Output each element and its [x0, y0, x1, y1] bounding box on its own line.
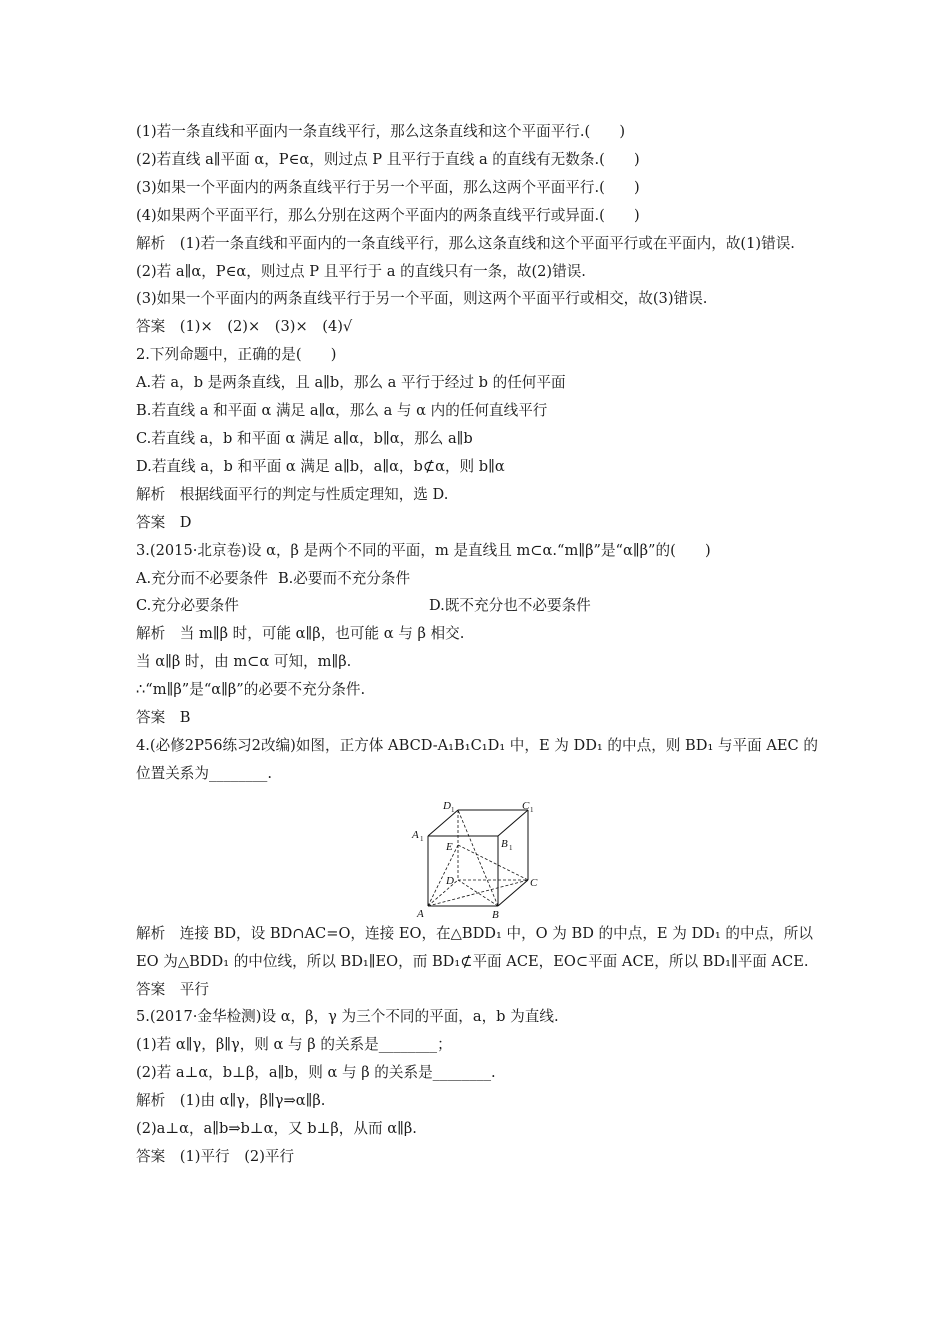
q5-analysis-2: (2)a⊥α，a∥b⇒b⊥α，又 b⊥β，从而 α∥β. — [136, 1120, 417, 1138]
label-a1: A — [412, 828, 419, 841]
label-c1-sub: 1 — [530, 805, 534, 814]
q3-options-row-1 — [136, 565, 826, 593]
q5-item-1: (1)若 α∥γ，β∥γ，则 α 与 β 的关系是________； — [136, 1036, 452, 1054]
segment-e-c — [458, 845, 528, 880]
label-e: E — [446, 840, 453, 853]
q2-option-d: D.若直线 a，b 和平面 α 满足 a∥b，a∥α，b⊄α，则 b∥α — [136, 457, 505, 475]
q1-item-1: (1)若一条直线和平面内一条直线平行，那么这条直线和这个平面平行.( ) — [136, 123, 626, 140]
cube-diagram — [408, 798, 548, 920]
q5-item-2: (2)若 a⊥α，b⊥β，a∥b，则 α 与 β 的关系是________. — [136, 1064, 496, 1082]
q5-stem: 5.(2017·金华检测)设 α，β，γ 为三个不同的平面，a，b 为直线. — [136, 1008, 559, 1026]
q1-analysis-3: (3)如果一个平面内的两条直线平行于另一个平面，则这两个平面平行或相交，故(3)错误. — [136, 290, 708, 308]
label-a: A — [417, 907, 424, 920]
q3-stem: 3.(2015·北京卷)设 α，β 是两个不同的平面，m 是直线且 m⊂α.“m∥β”是“α∥β”的( ) — [136, 541, 711, 559]
q3-analysis-2: 当 α∥β 时，由 m⊂α 可知，m∥β. — [136, 653, 352, 671]
q2-answer: 答案 D — [136, 513, 192, 531]
label-b: B — [492, 908, 499, 920]
segment-b-d1 — [458, 810, 498, 906]
label-d1-sub: 1 — [451, 805, 455, 814]
q2-option-c: C.若直线 a，b 和平面 α 满足 a∥α，b∥α，那么 a∥b — [136, 429, 473, 447]
q4-stem: 4.(必修2P56练习2改编)如图，正方体 ABCD-A₁B₁C₁D₁ 中，E 为 DD₁ 的中点，则 BD₁ 与平面 AEC 的位置关系为________. — [136, 736, 818, 782]
q4-answer: 答案 平行 — [136, 980, 209, 998]
q3-option-c: C.充分必要条件 — [136, 597, 239, 615]
q3-options-row-2 — [136, 592, 826, 620]
q3-answer: 答案 B — [136, 709, 191, 727]
edge-b1-c1 — [498, 810, 528, 836]
q2-option-a: A.若 a，b 是两条直线，且 a∥b，那么 a 平行于经过 b 的任何平面 — [136, 374, 566, 392]
q3-analysis-3: ∴“m∥β”是“α∥β”的必要不充分条件. — [136, 681, 366, 699]
label-c1: C — [522, 799, 530, 812]
label-c: C — [530, 876, 538, 889]
cube-figure — [408, 798, 548, 920]
q1-item-2: (2)若直线 a∥平面 α，P∈α，则过点 P 且平行于直线 a 的直线有无数条.( ) — [136, 150, 640, 168]
q3-option-b: B.必要而不充分条件 — [277, 569, 411, 587]
q1-analysis-2: (2)若 a∥α，P∈α，则过点 P 且平行于 a 的直线只有一条，故(2)错误. — [136, 262, 586, 280]
label-d1: D — [443, 799, 451, 812]
q4-analysis: 解析 连接 BD，设 BD∩AC=O，连接 EO，在△BDD₁ 中，O 为 BD 的中点，E 为 DD₁ 的中点，所以 EO 为△BDD₁ 的中位线，所以 BD₁∥EO，而 BD₁⊄平面 ACE，EO⊂平面 ACE，所以 BD₁∥平面 ACE. — [136, 924, 813, 970]
q5-answer: 答案 (1)平行 (2)平行 — [136, 1148, 295, 1165]
q2-stem: 2.下列命题中，正确的是( ) — [136, 346, 337, 364]
q2-option-b: B.若直线 a 和平面 α 满足 a∥α，那么 a 与 α 内的任何直线平行 — [136, 402, 548, 420]
q1-analysis-1: 解析 (1)若一条直线和平面内的一条直线平行，那么这条直线和这个平面平行或在平面内，故(1)错误. — [136, 234, 795, 252]
q1-answer: 答案 (1)× (2)× (3)× (4)√ — [136, 318, 353, 336]
document-body — [136, 118, 826, 1171]
q1-item-4: (4)如果两个平面平行，那么分别在这两个平面内的两条直线平行或异面.( ) — [136, 206, 640, 224]
q3-option-d: D.既不充分也不必要条件 — [429, 597, 591, 615]
label-b1-sub: 1 — [509, 843, 513, 852]
q5-analysis-1: 解析 (1)由 α∥γ，β∥γ⇒α∥β. — [136, 1092, 326, 1110]
label-d: D — [446, 874, 454, 887]
label-a1-sub: 1 — [420, 834, 424, 843]
label-b1: B — [501, 837, 508, 850]
q3-analysis-1: 解析 当 m∥β 时，可能 α∥β，也可能 α 与 β 相交. — [136, 625, 465, 643]
q2-analysis: 解析 根据线面平行的判定与性质定理知，选 D. — [136, 485, 449, 503]
q3-option-a: A.充分而不必要条件 — [136, 569, 268, 587]
q1-item-3: (3)如果一个平面内的两条直线平行于另一个平面，那么这两个平面平行.( ) — [136, 178, 640, 196]
